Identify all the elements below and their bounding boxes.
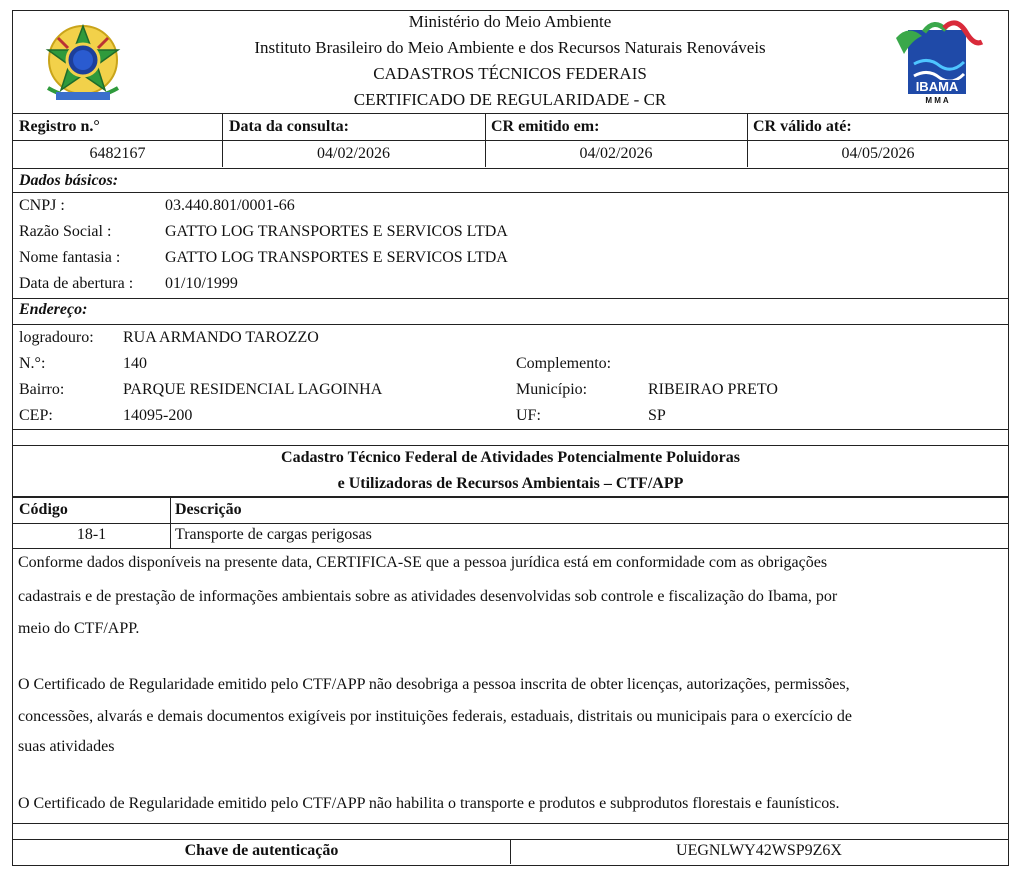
paragraph-1-line-2: cadastrais e de prestação de informações ambientais sobre as atividades desenvolvidas sob controle e fiscalização do Ibama, por [18, 588, 838, 605]
cr-valido-value: 04/05/2026 [841, 145, 915, 162]
ibama-logo [894, 16, 986, 112]
footer-spacer-row [12, 823, 1009, 840]
paragraph-1-line-1: Conforme dados disponíveis na presente data, CERTIFICA-SE que a pessoa jurídica está em conformidade com as obrigações [18, 554, 828, 571]
data-abertura-value: 01/10/1999 [165, 275, 238, 292]
municipio-label: Município: [516, 381, 588, 398]
institute-title: Instituto Brasileiro do Meio Ambiente e dos Recursos Naturais Renováveis [254, 38, 766, 57]
cr-valido-label: CR válido até: [753, 118, 852, 135]
ibama-logo-subtext: M M A [925, 96, 949, 105]
bairro-value: PARQUE RESIDENCIAL LAGOINHA [123, 381, 383, 398]
paragraph-2-line-2: concessões, alvarás e demais documentos exigíveis por instituições federais, estaduais, distritais ou municipais para o exercício de [18, 708, 852, 725]
cep-label: CEP: [19, 407, 53, 424]
municipio-value: RIBEIRAO PRETO [648, 381, 778, 398]
dados-basicos-header [12, 168, 1009, 193]
numero-label: N.°: [19, 355, 46, 372]
data-consulta-label: Data da consulta: [229, 118, 350, 135]
registro-value: 6482167 [89, 145, 146, 162]
certificate-title: CERTIFICADO DE REGULARIDADE - CR [353, 90, 667, 109]
atividades-table [12, 497, 1009, 549]
razao-social-value: GATTO LOG TRANSPORTES E SERVICOS LTDA [165, 223, 508, 240]
uf-label: UF: [516, 407, 541, 424]
data-abertura-label: Data de abertura : [19, 275, 134, 292]
codigo-value: 18-1 [76, 526, 107, 543]
descricao-label: Descrição [175, 501, 242, 518]
ctf-title-line2: e Utilizadoras de Recursos Ambientais – CTF/APP [337, 475, 684, 492]
ibama-logo-text: IBAMA [908, 80, 966, 94]
cnpj-value: 03.440.801/0001-66 [165, 197, 295, 214]
brazil-coat-of-arms-icon [38, 18, 128, 108]
nome-fantasia-value: GATTO LOG TRANSPORTES E SERVICOS LTDA [165, 249, 508, 266]
cadastros-title: CADASTROS TÉCNICOS FEDERAIS [373, 64, 647, 83]
cr-emitido-label: CR emitido em: [491, 118, 600, 135]
razao-social-label: Razão Social : [19, 223, 112, 240]
dados-basicos-box [12, 192, 1009, 299]
bairro-label: Bairro: [19, 381, 65, 398]
registro-label: Registro n.° [19, 118, 100, 135]
chave-autenticacao-value: UEGNLWY42WSP9Z6X [676, 842, 842, 859]
cnpj-label: CNPJ : [19, 197, 65, 214]
paragraph-3: O Certificado de Regularidade emitido pelo CTF/APP não habilita o transporte e produtos e subprodutos florestais e faunísticos. [18, 795, 840, 812]
descricao-value: Transporte de cargas perigosas [175, 526, 372, 543]
uf-value: SP [648, 407, 666, 424]
cr-emitido-value: 04/02/2026 [579, 145, 653, 162]
paragraph-1-line-3: meio do CTF/APP. [18, 620, 140, 637]
spacer-row [12, 429, 1009, 446]
ctf-title-box [12, 445, 1009, 497]
cep-value: 14095-200 [123, 407, 193, 424]
ctf-title-line1: Cadastro Técnico Federal de Atividades Potencialmente Poluidoras [281, 449, 740, 466]
paragraph-2-line-3: suas atividades [18, 738, 115, 755]
paragraph-2-line-1: O Certificado de Regularidade emitido pelo CTF/APP não desobriga a pessoa inscrita de obter licenças, autorizações, permissões, [18, 676, 850, 693]
authentication-row [12, 839, 1009, 866]
numero-value: 140 [123, 355, 147, 372]
data-consulta-value: 04/02/2026 [317, 145, 390, 162]
complemento-label: Complemento: [516, 355, 612, 372]
logradouro-value: RUA ARMANDO TAROZZO [123, 329, 319, 346]
codigo-label: Código [19, 501, 68, 518]
registro-table [12, 114, 1009, 169]
endereco-heading: Endereço: [19, 301, 88, 318]
logradouro-label: logradouro: [19, 329, 94, 346]
endereco-box [12, 324, 1009, 430]
dados-basicos-heading: Dados básicos: [19, 172, 119, 189]
ministry-title: Ministério do Meio Ambiente [408, 12, 612, 31]
endereco-header [12, 299, 1009, 325]
nome-fantasia-label: Nome fantasia : [19, 249, 121, 266]
chave-autenticacao-label: Chave de autenticação [184, 842, 339, 859]
